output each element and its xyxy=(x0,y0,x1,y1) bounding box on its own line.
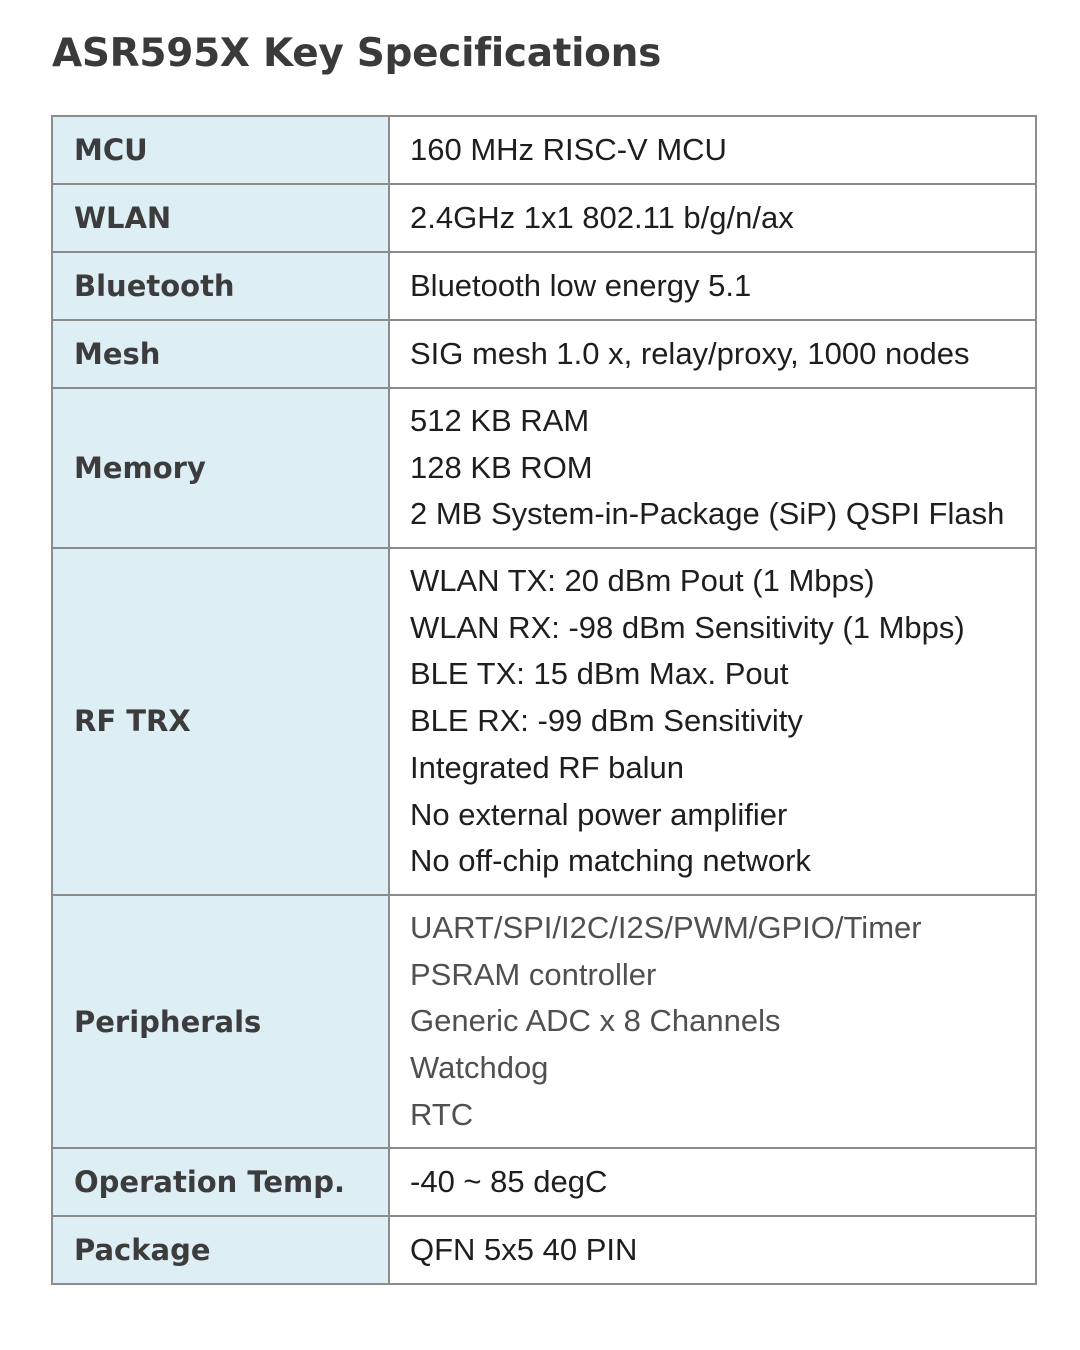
spec-value-line: WLAN RX: -98 dBm Sensitivity (1 Mbps) xyxy=(410,609,965,645)
spec-value xyxy=(389,252,1036,320)
spec-label: Mesh xyxy=(52,320,389,388)
spec-value xyxy=(389,116,1036,184)
spec-label: WLAN xyxy=(52,184,389,252)
spec-value-line: RTC xyxy=(410,1096,474,1132)
spec-value-line: UART/SPI/I2C/I2S/PWM/GPIO/Timer xyxy=(410,909,922,945)
spec-value-line: BLE RX: -99 dBm Sensitivity xyxy=(410,703,803,739)
spec-value-line: Integrated RF balun xyxy=(410,749,685,785)
spec-label: Peripherals xyxy=(52,895,389,1148)
spec-label: RF TRX xyxy=(52,548,389,895)
spec-value xyxy=(389,184,1036,252)
spec-value-line: SIG mesh 1.0 x, relay/proxy, 1000 nodes xyxy=(410,335,970,371)
spec-row-operation-temp xyxy=(52,1148,1036,1216)
spec-row-package xyxy=(52,1216,1036,1284)
spec-value-line: 512 KB RAM xyxy=(410,403,590,438)
spec-row-wlan xyxy=(52,184,1036,252)
spec-value xyxy=(389,548,1036,895)
spec-label: MCU xyxy=(52,116,389,184)
spec-value-line: PSRAM controller xyxy=(410,956,657,992)
page-title: ASR595X Key Specifications xyxy=(52,31,662,76)
spec-label: Package xyxy=(52,1216,389,1284)
spec-row-memory xyxy=(52,388,1036,548)
spec-value-line: 160 MHz RISC-V MCU xyxy=(410,131,727,167)
spec-value-line: 128 KB ROM xyxy=(410,449,593,485)
spec-value-line: 2 MB System-in-Package (SiP) QSPI Flash xyxy=(410,496,1005,532)
spec-value xyxy=(389,320,1036,388)
spec-value xyxy=(389,1148,1036,1216)
spec-value-line: No off-chip matching network xyxy=(410,843,811,879)
spec-value-line: Generic ADC x 8 Channels xyxy=(410,1003,781,1039)
spec-value-line: Bluetooth low energy 5.1 xyxy=(410,267,752,303)
spec-value xyxy=(389,388,1036,548)
spec-row-mesh xyxy=(52,320,1036,388)
spec-value-line: WLAN TX: 20 dBm Pout (1 Mbps) xyxy=(410,563,875,599)
spec-label: Bluetooth xyxy=(52,252,389,320)
spec-value-line: BLE TX: 15 dBm Max. Pout xyxy=(410,656,789,692)
spec-label: Operation Temp. xyxy=(52,1148,389,1216)
spec-value-line: No external power amplifier xyxy=(410,796,788,832)
spec-value-line: 2.4GHz 1x1 802.11 b/g/n/ax xyxy=(410,199,794,235)
spec-label: Memory xyxy=(52,388,389,548)
spec-row-bluetooth xyxy=(52,252,1036,320)
spec-row-rf-trx xyxy=(52,548,1036,895)
spec-row-peripherals xyxy=(52,895,1036,1148)
spec-row-mcu xyxy=(52,116,1036,184)
spec-value-line: -40 ~ 85 degC xyxy=(410,1163,608,1199)
spec-value-line: Watchdog xyxy=(410,1049,549,1085)
spec-value-line: QFN 5x5 40 PIN xyxy=(410,1231,638,1267)
spec-value xyxy=(389,1216,1036,1284)
spec-value xyxy=(389,895,1036,1148)
spec-table xyxy=(51,115,1037,1285)
